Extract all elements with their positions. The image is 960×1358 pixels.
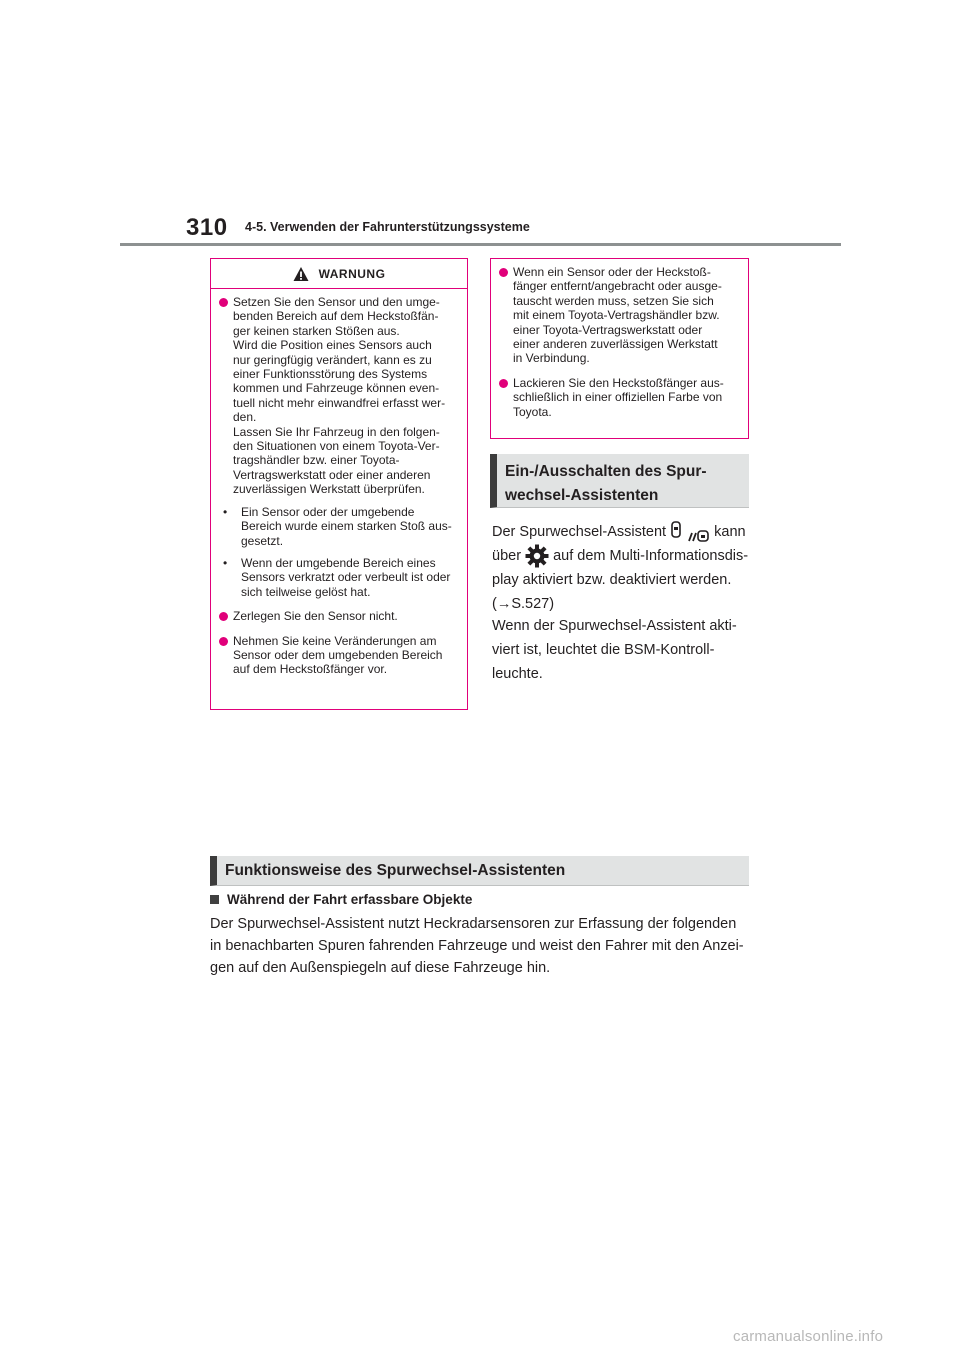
section-title: 4-5. Verwenden der Fahrunterstützungssysteme xyxy=(245,220,530,234)
p1-text: play aktiviert bzw. deaktiviert werden. xyxy=(492,572,732,589)
p1-text: auf dem Multi-Informationsdis- xyxy=(553,548,749,564)
header-rule xyxy=(120,243,841,246)
p1-text: über xyxy=(492,548,522,564)
bullet-dot-icon xyxy=(219,637,228,646)
page-reference-link[interactable]: (→S.527) xyxy=(492,596,555,613)
warning-header xyxy=(211,259,467,289)
section-heading-function: Funktionsweise des Spurwechsel-Assistenten xyxy=(210,856,749,886)
settings-gear-icon xyxy=(525,544,549,568)
subheading xyxy=(210,892,472,907)
bullet-dot-icon xyxy=(219,298,228,307)
page-number: 310 xyxy=(186,214,228,241)
warning-sub-item xyxy=(219,505,455,548)
warning-bullet xyxy=(499,376,738,419)
toggle-instructions xyxy=(492,520,754,616)
warning-bullet xyxy=(499,265,738,366)
warning-bullet xyxy=(219,634,455,677)
warning-sub-text: Ein Sensor oder der umgebende Bereich wurde einem starken Stoß aus- gesetzt. xyxy=(241,504,452,548)
subheading-text: Während der Fahrt erfassbare Objekte xyxy=(227,892,473,907)
warning-box xyxy=(210,258,468,710)
bullet-dot-icon xyxy=(499,379,508,388)
p1-text: kann xyxy=(714,524,746,540)
warning-bullet xyxy=(219,295,455,497)
bullet-dot-icon xyxy=(499,268,508,277)
bullet-dot-icon xyxy=(219,612,228,621)
warning-bullet xyxy=(219,609,455,623)
sub-bullet-marker: • xyxy=(223,504,228,519)
warning-bullet-text: Nehmen Sie keine Veränderungen am Sensor oder dem umgebenden Bereich auf dem Heckstoßfänger vor. xyxy=(233,633,443,677)
warning-sub-text: Wenn der umgebende Bereich eines Sensors verkratzt oder verbeult ist oder sich teilweise gelöst hat. xyxy=(241,555,451,599)
sub-bullet-marker: • xyxy=(223,555,228,570)
function-paragraph: Der Spurwechsel-Assistent nutzt Heckradarsensoren zur Erfassung der folgenden in benachbarten Spuren fahrenden Fahrzeuge und weist den Fahrer mit den Anzei- gen auf den Außenspiegeln auf diese Fahrzeuge hin. xyxy=(210,916,744,976)
warning-triangle-icon xyxy=(293,266,309,282)
square-bullet-icon xyxy=(210,895,219,904)
section-heading-toggle: Ein-/Ausschalten des Spur- wechsel-Assistenten xyxy=(490,454,749,508)
indicator-paragraph: Wenn der Spurwechsel-Assistent akti- viert ist, leuchtet die BSM-Kontroll- leuchte. xyxy=(492,618,737,682)
lane-change-assist-icon xyxy=(670,521,710,543)
watermark: carmanualsonline.info xyxy=(733,1328,884,1345)
warning-bullet-text: Zerlegen Sie den Sensor nicht. xyxy=(233,609,398,624)
p1-text: Der Spurwechsel-Assistent xyxy=(492,524,667,540)
warning-box-continued xyxy=(490,258,749,439)
warning-bullet-text: Wenn ein Sensor oder der Heckstoß- fänger entfernt/angebracht oder ausge- tauscht werden muss, setzen Sie sich mit einem Toyota-Vertragshändler bzw. einer Toyota-Vertragswerkstatt oder einer anderen zuverlässigen Werkstatt in Verbindung. xyxy=(513,265,722,366)
warning-sub-item xyxy=(219,556,455,599)
warning-bullet-text: Lackieren Sie den Heckstoßfänger aus- schließlich in einer offiziellen Farbe von Toyota. xyxy=(513,375,724,419)
warning-bullet-text: Setzen Sie den Sensor und den umge- benden Bereich auf dem Heckstoßfän- ger keinen starken Stößen aus. Wird die Position eines Sensors auch nur geringfügig verändert, kann es zu einer Funktionsstörung des Systems kommen und Fahrzeuge können even- tuell nicht mehr einwandfrei erfasst wer- den. Lassen Sie Ihr Fahrzeug in den folgen- den Situationen von einem Toyota-Ver- tragshändler bzw. einer Toyota- Vertragswerkstatt oder einer anderen zuverlässigen Werkstatt überprüfen. xyxy=(233,295,446,497)
warning-title: WARNUNG xyxy=(318,266,386,281)
